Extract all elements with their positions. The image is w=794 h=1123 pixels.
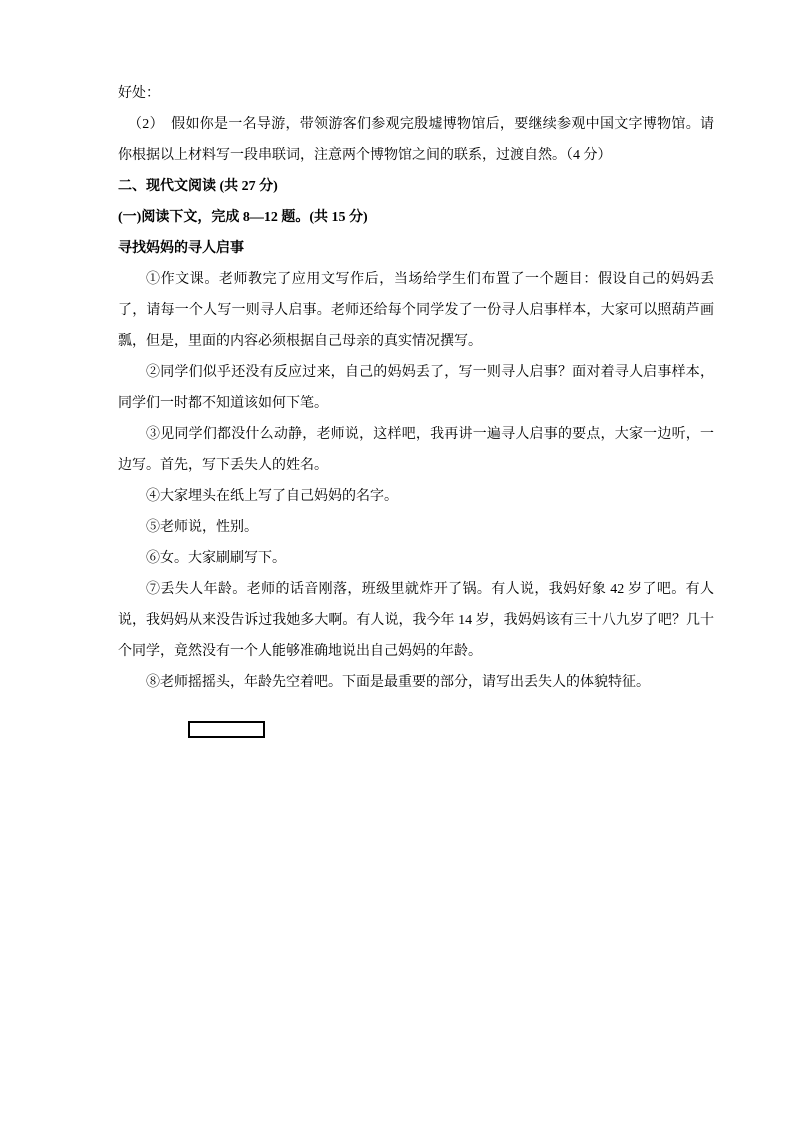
passage-paragraph-8: ⑧老师摇摇头，年龄先空着吧。下面是最重要的部分，请写出丢失人的体貌特征。	[146, 675, 650, 690]
passage-paragraph-1: ①作文课。老师教完了应用文写作后，当场给学生们布置了一个题目：假设自己的妈妈丢了，请每一个人写一则寻人启事。老师还给每个同学发了一份寻人启事样本，大家可以照葫芦画瓢，但是，里面的内容必须根据自己母亲的真实情况撰写。	[118, 272, 714, 349]
passage-paragraph-2: ②同学们似乎还没有反应过来，自己的妈妈丢了，写一则寻人启事？面对着寻人启事样本，同学们一时都不知道该如何下笔。	[118, 365, 714, 411]
passage-paragraph-5: ⑤老师说，性别。	[146, 520, 258, 535]
empty-answer-box	[188, 721, 265, 738]
passage-paragraph-6: ⑥女。大家刷刷写下。	[146, 551, 286, 566]
reading-passage-title: 寻找妈妈的寻人启事	[118, 241, 244, 256]
subsection-heading: (一)阅读下文，完成 8—12 题。(共 15 分)	[118, 210, 368, 225]
passage-paragraph-3: ③见同学们都没什么动静，老师说，这样吧，我再讲一遍寻人启事的要点，大家一边听，一边写。首先，写下丢失人的姓名。	[118, 427, 714, 473]
section-heading: 二、现代文阅读 (共 27 分)	[118, 179, 278, 194]
answer-label: 好处：	[118, 86, 160, 101]
passage-paragraph-7: ⑦丢失人年龄。老师的话音刚落，班级里就炸开了锅。有人说，我妈好象 42 岁了吧。有人说，我妈妈从来没告诉过我她多大啊。有人说，我今年 14 岁，我妈妈该有三十八九岁了吧？几十个同学，竟然没有一个人能够准确地说出自己妈妈的年龄。	[118, 582, 714, 659]
passage-paragraph-4: ④大家埋头在纸上写了自己妈妈的名字。	[146, 489, 398, 504]
question-2: （2） 假如你是一名导游，带领游客们参观完殷墟博物馆后，要继续参观中国文字博物馆。请你根据以上材料写一段串联词，注意两个博物馆之间的联系，过渡自然。（4 分）	[118, 117, 714, 163]
